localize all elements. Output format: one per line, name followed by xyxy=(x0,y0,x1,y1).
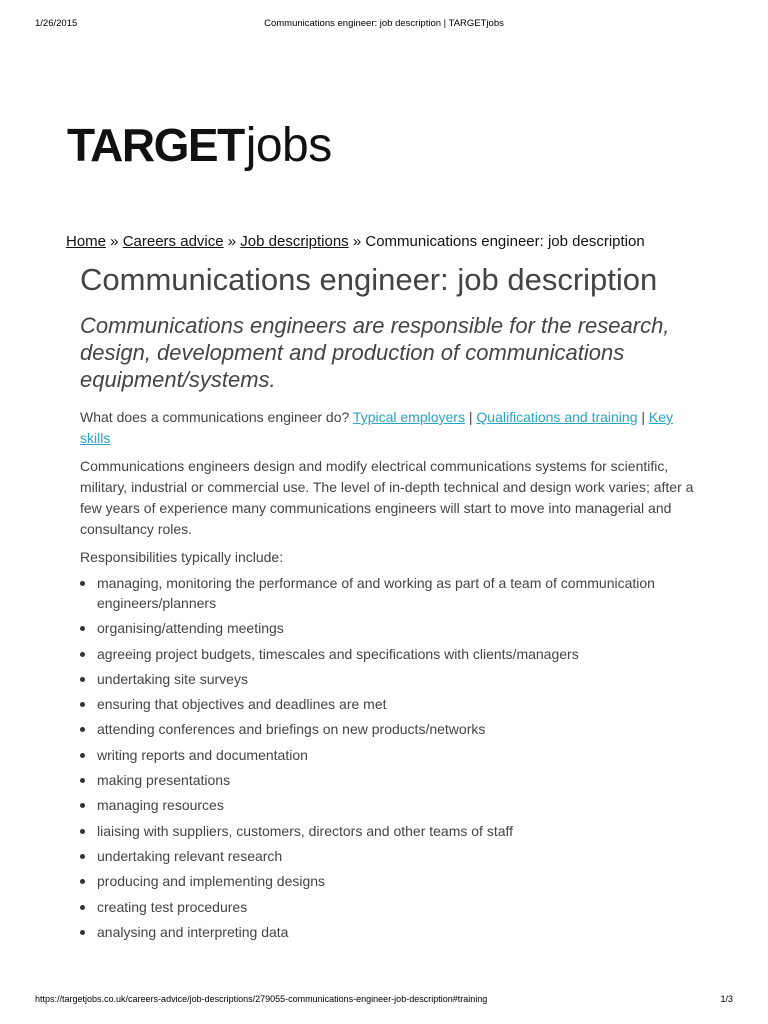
article-lede: Communications engineers are responsible for the research, design, development and production of communications equipment/systems. xyxy=(80,313,670,392)
list-item-text: agreeing project budgets, timescales and specifications with clients/managers xyxy=(97,645,579,662)
list-item-text: organising/attending meetings xyxy=(97,620,284,637)
bullet-icon xyxy=(80,905,85,910)
link-typical-employers[interactable]: Typical employers xyxy=(352,409,465,425)
breadcrumb-link-job-descriptions[interactable]: Job descriptions xyxy=(240,233,349,250)
responsibilities-list xyxy=(80,573,700,942)
breadcrumb xyxy=(66,233,645,250)
list-item xyxy=(80,719,700,739)
list-item xyxy=(80,573,700,613)
bullet-icon xyxy=(80,930,85,935)
list-item xyxy=(80,644,700,664)
bullet-icon xyxy=(80,753,85,758)
bullet-icon xyxy=(80,829,85,834)
bullet-icon xyxy=(80,803,85,808)
bullet-icon xyxy=(80,626,85,631)
list-item xyxy=(80,694,700,714)
bullet-icon xyxy=(80,727,85,732)
bullet-icon xyxy=(80,677,85,682)
print-page-number: 1/3 xyxy=(720,994,733,1004)
list-item-text: ensuring that objectives and deadlines are met xyxy=(97,696,387,713)
breadcrumb-current: Communications engineer: job description xyxy=(365,233,645,250)
bullet-icon xyxy=(80,879,85,884)
list-item-text: making presentations xyxy=(97,772,231,789)
list-item-text: undertaking relevant research xyxy=(97,847,283,864)
breadcrumb-separator: » xyxy=(106,233,123,250)
list-item xyxy=(80,897,700,917)
section-nav xyxy=(80,407,700,449)
responsibilities-intro: Responsibilities typically include: xyxy=(80,549,284,565)
logo-text-light: jobs xyxy=(245,119,332,172)
breadcrumb-separator: » xyxy=(348,233,366,250)
bullet-icon xyxy=(80,581,85,586)
breadcrumb-separator: » xyxy=(223,233,241,250)
list-item-text: liaising with suppliers, customers, directors and other teams of staff xyxy=(97,822,514,839)
list-item-text: creating test procedures xyxy=(97,898,248,915)
section-nav-separator: | xyxy=(464,409,477,425)
list-item-text: attending conferences and briefings on new products/networks xyxy=(97,721,486,738)
targetjobs-logo[interactable] xyxy=(67,118,332,182)
list-item-text: analysing and interpreting data xyxy=(97,923,289,940)
breadcrumb-link-careers-advice[interactable]: Careers advice xyxy=(122,233,224,250)
link-key-skills[interactable]: Key skills xyxy=(80,409,674,446)
list-item xyxy=(80,669,700,689)
print-url: https://targetjobs.co.uk/careers-advice/job-descriptions/279055-communications-engineer-job-description#training xyxy=(35,994,488,1004)
list-item-text: undertaking site surveys xyxy=(97,670,248,687)
list-item xyxy=(80,821,700,841)
list-item xyxy=(80,745,700,765)
bullet-icon xyxy=(80,652,85,657)
print-header xyxy=(35,18,733,32)
list-item-text: managing, monitoring the performance of and working as part of a team of communication engineers/planners xyxy=(97,575,655,611)
print-footer xyxy=(35,994,733,1008)
list-item xyxy=(80,922,700,942)
bullet-icon xyxy=(80,702,85,707)
list-item-text: writing reports and documentation xyxy=(97,746,308,763)
article-content xyxy=(80,262,700,947)
link-qualifications-and-training[interactable]: Qualifications and training xyxy=(476,409,638,425)
logo-text-bold: TARGET xyxy=(67,119,244,171)
bullet-icon xyxy=(80,778,85,783)
list-item xyxy=(80,770,700,790)
list-item-text: managing resources xyxy=(97,797,224,814)
page-title: Communications engineer: job description xyxy=(80,262,658,297)
print-document-title: Communications engineer: job description | TARGETjobs xyxy=(264,18,504,29)
list-item xyxy=(80,618,700,638)
list-item xyxy=(80,846,700,866)
breadcrumb-link-home[interactable]: Home xyxy=(66,233,107,250)
list-item xyxy=(80,871,700,891)
list-item-text: producing and implementing designs xyxy=(97,873,326,890)
section-nav-question: What does a communications engineer do? xyxy=(80,409,350,425)
list-item xyxy=(80,795,700,815)
intro-paragraph: Communications engineers design and modify electrical communications systems for scientific, military, industrial or commercial use. The level of in-depth technical and design work varies; after a few years of experience many communications engineers will start to move into managerial and consultancy roles. xyxy=(80,458,694,537)
print-date: 1/26/2015 xyxy=(35,18,78,29)
section-nav-separator: | xyxy=(637,409,649,425)
bullet-icon xyxy=(80,854,85,859)
